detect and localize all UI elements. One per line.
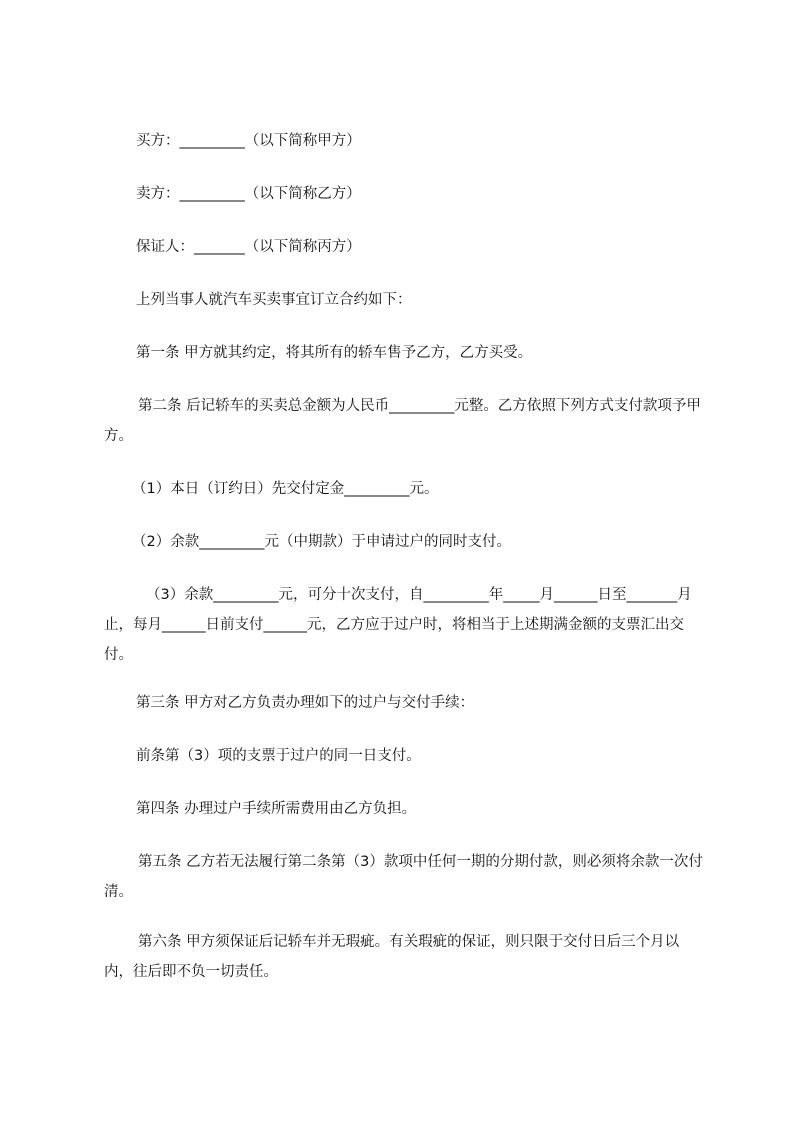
seller-line: 卖方：_________（以下简称乙方）	[136, 186, 361, 202]
clause-1: （1）本日（订约日）先交付定金_________元。	[132, 481, 439, 497]
clause-2: （2）余款_________元（中期款）于申请过户的同时支付。	[132, 534, 511, 550]
clause-3: （3）余款_________元，可分十次支付，自_________年_____月______日至_______月止，每月______日前支付______元，乙方应于过户时，将相当于上述期满金额的支票汇出交付。	[104, 587, 692, 663]
guarantor-line: 保证人：_______（以下简称丙方）	[136, 239, 361, 255]
buyer-line: 买方：_________（以下简称甲方）	[136, 133, 361, 149]
article-3-detail: 前条第（3）项的支票于过户的同一日支付。	[136, 748, 421, 764]
article-6: 第六条 甲方须保证后记轿车并无瑕疵。有关瑕疵的保证，则只限于交付日后三个月以内，往后即不负一切责任。	[104, 934, 680, 980]
article-3: 第三条 甲方对乙方负责办理如下的过户与交付手续：	[136, 695, 475, 711]
preamble: 上列当事人就汽车买卖事宜订立合约如下：	[136, 292, 412, 308]
article-2: 第二条 后记轿车的买卖总金额为人民币_________元整。乙方依照下列方式支付款项予甲方。	[104, 398, 701, 444]
article-1: 第一条 甲方就其约定，将其所有的轿车售予乙方，乙方买受。	[136, 345, 533, 361]
article-4: 第四条 办理过户手续所需费用由乙方负担。	[136, 801, 417, 817]
article-5: 第五条 乙方若无法履行第二条第（3）款项中任何一期的分期付款，则必须将余款一次付清。	[104, 854, 703, 900]
